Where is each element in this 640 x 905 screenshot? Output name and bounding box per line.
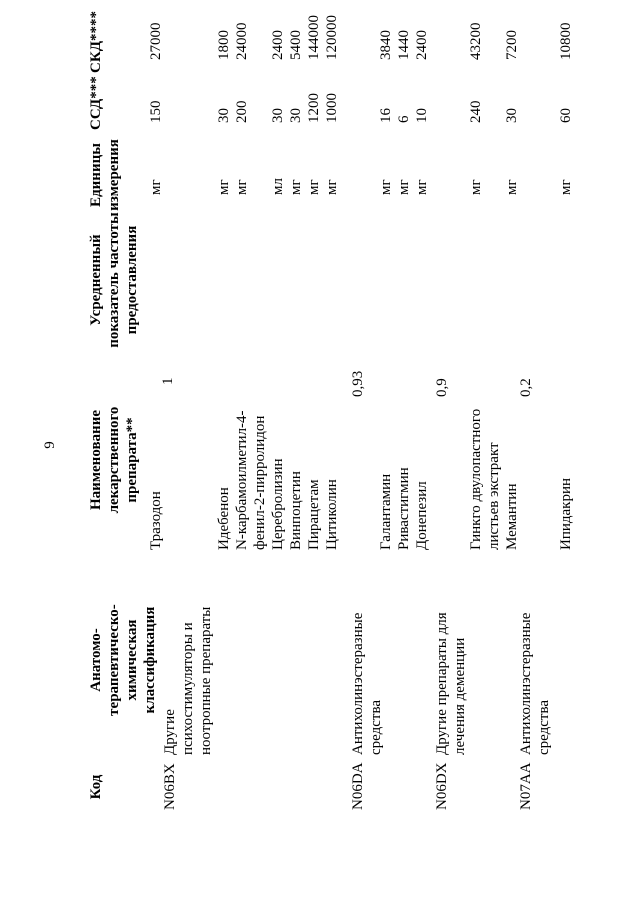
atc-class-line: средства [536, 699, 552, 755]
header-skd: СКД**** [88, 10, 104, 74]
header-freq-line: Усредненный [88, 234, 104, 326]
unit-value: мг [378, 179, 394, 195]
page-number: 9 [42, 441, 58, 449]
drug-name: Идебенон [216, 487, 232, 550]
ssd-value: 10 [414, 108, 430, 123]
ssd-value: 6 [396, 115, 412, 123]
drug-name: листьев экстракт [486, 442, 502, 550]
ssd-value: 30 [216, 108, 232, 123]
header-code: Код [88, 774, 104, 800]
atc-class-line: ноотропные препараты [198, 606, 214, 755]
drug-name: Винпоцетин [288, 471, 304, 550]
atc-code: N06DX [434, 762, 450, 810]
drug-name: Галантамин [378, 473, 394, 550]
atc-class-line: Антихолинэстеразные [350, 612, 366, 755]
atc-code: N06DA [350, 762, 366, 810]
header-atc-line: Анатомо- [88, 628, 104, 692]
header-ssd: ССД*** [88, 76, 104, 130]
ssd-value: 150 [148, 100, 164, 123]
ssd-value: 240 [468, 100, 484, 123]
unit-value: мг [216, 179, 232, 195]
drug-name: Ривастигмин [396, 467, 412, 550]
unit-value: мг [414, 179, 430, 195]
unit-value: мг [504, 179, 520, 195]
drug-name: Тразодон [148, 491, 164, 550]
ssd-value: 30 [270, 108, 286, 123]
header-name-line: лекарственного [106, 406, 122, 514]
ssd-value: 16 [378, 108, 394, 123]
drug-name: Мемантин [504, 483, 520, 550]
ssd-value: 60 [558, 108, 574, 123]
ssd-value: 1200 [306, 93, 322, 123]
header-atc-line: химическая [124, 619, 140, 701]
atc-class-line: психостимуляторы и [180, 622, 196, 755]
skd-value: 2400 [414, 30, 430, 60]
skd-value: 10800 [558, 22, 574, 60]
unit-value: мг [234, 179, 250, 195]
header-freq-line: показатель частоты [106, 212, 122, 348]
unit-value: мг [306, 179, 322, 195]
drug-name: Донепезил [414, 481, 430, 550]
drug-name: фенил-2-пирролидон [252, 415, 268, 550]
header-name-line: Наименование [88, 410, 104, 510]
header-unit-line: Единицы [88, 143, 104, 207]
atc-class-line: Другие [162, 709, 178, 755]
unit-value: мл [270, 178, 286, 195]
skd-value: 27000 [148, 22, 164, 60]
frequency-value: 1 [160, 377, 176, 385]
drug-name: Церебролизин [270, 458, 286, 550]
skd-value: 3840 [378, 30, 394, 60]
drug-name: Пирацетам [306, 479, 322, 550]
header-atc-line: классификация [142, 606, 158, 714]
skd-value: 144000 [306, 15, 322, 60]
header-freq-line: предоставления [124, 225, 140, 335]
ssd-value: 30 [288, 108, 304, 123]
skd-value: 5400 [288, 30, 304, 60]
skd-value: 24000 [234, 22, 250, 60]
unit-value: мг [396, 179, 412, 195]
unit-value: мг [288, 179, 304, 195]
frequency-value: 0,9 [434, 378, 450, 397]
drug-name: Цитиколин [324, 479, 340, 550]
frequency-value: 0,2 [518, 378, 534, 397]
frequency-value: 0,93 [350, 370, 366, 397]
atc-code: N06BX [162, 763, 178, 810]
header-unit-line: измерения [106, 139, 122, 211]
header-name-line: препарата** [124, 417, 140, 503]
unit-value: мг [324, 179, 340, 195]
drug-name: Гинкго двулопастного [468, 408, 484, 550]
unit-value: мг [558, 179, 574, 195]
skd-value: 7200 [504, 30, 520, 60]
ssd-value: 200 [234, 100, 250, 123]
skd-value: 2400 [270, 30, 286, 60]
drug-name: N-карбамоилметил-4- [234, 410, 250, 550]
atc-class-line: лечения деменции [452, 637, 468, 755]
ssd-value: 1000 [324, 93, 340, 123]
skd-value: 1800 [216, 30, 232, 60]
ssd-value: 30 [504, 108, 520, 123]
skd-value: 43200 [468, 22, 484, 60]
atc-class-line: средства [368, 699, 384, 755]
atc-code: N07AA [518, 762, 534, 810]
atc-class-line: Антихолинэстеразные [518, 612, 534, 755]
unit-value: мг [148, 179, 164, 195]
skd-value: 120000 [324, 15, 340, 60]
drug-name: Ипидакрин [558, 477, 574, 550]
header-atc-line: терапевтическо- [106, 604, 122, 716]
skd-value: 1440 [396, 30, 412, 60]
atc-class-line: Другие препараты для [434, 612, 450, 755]
unit-value: мг [468, 179, 484, 195]
